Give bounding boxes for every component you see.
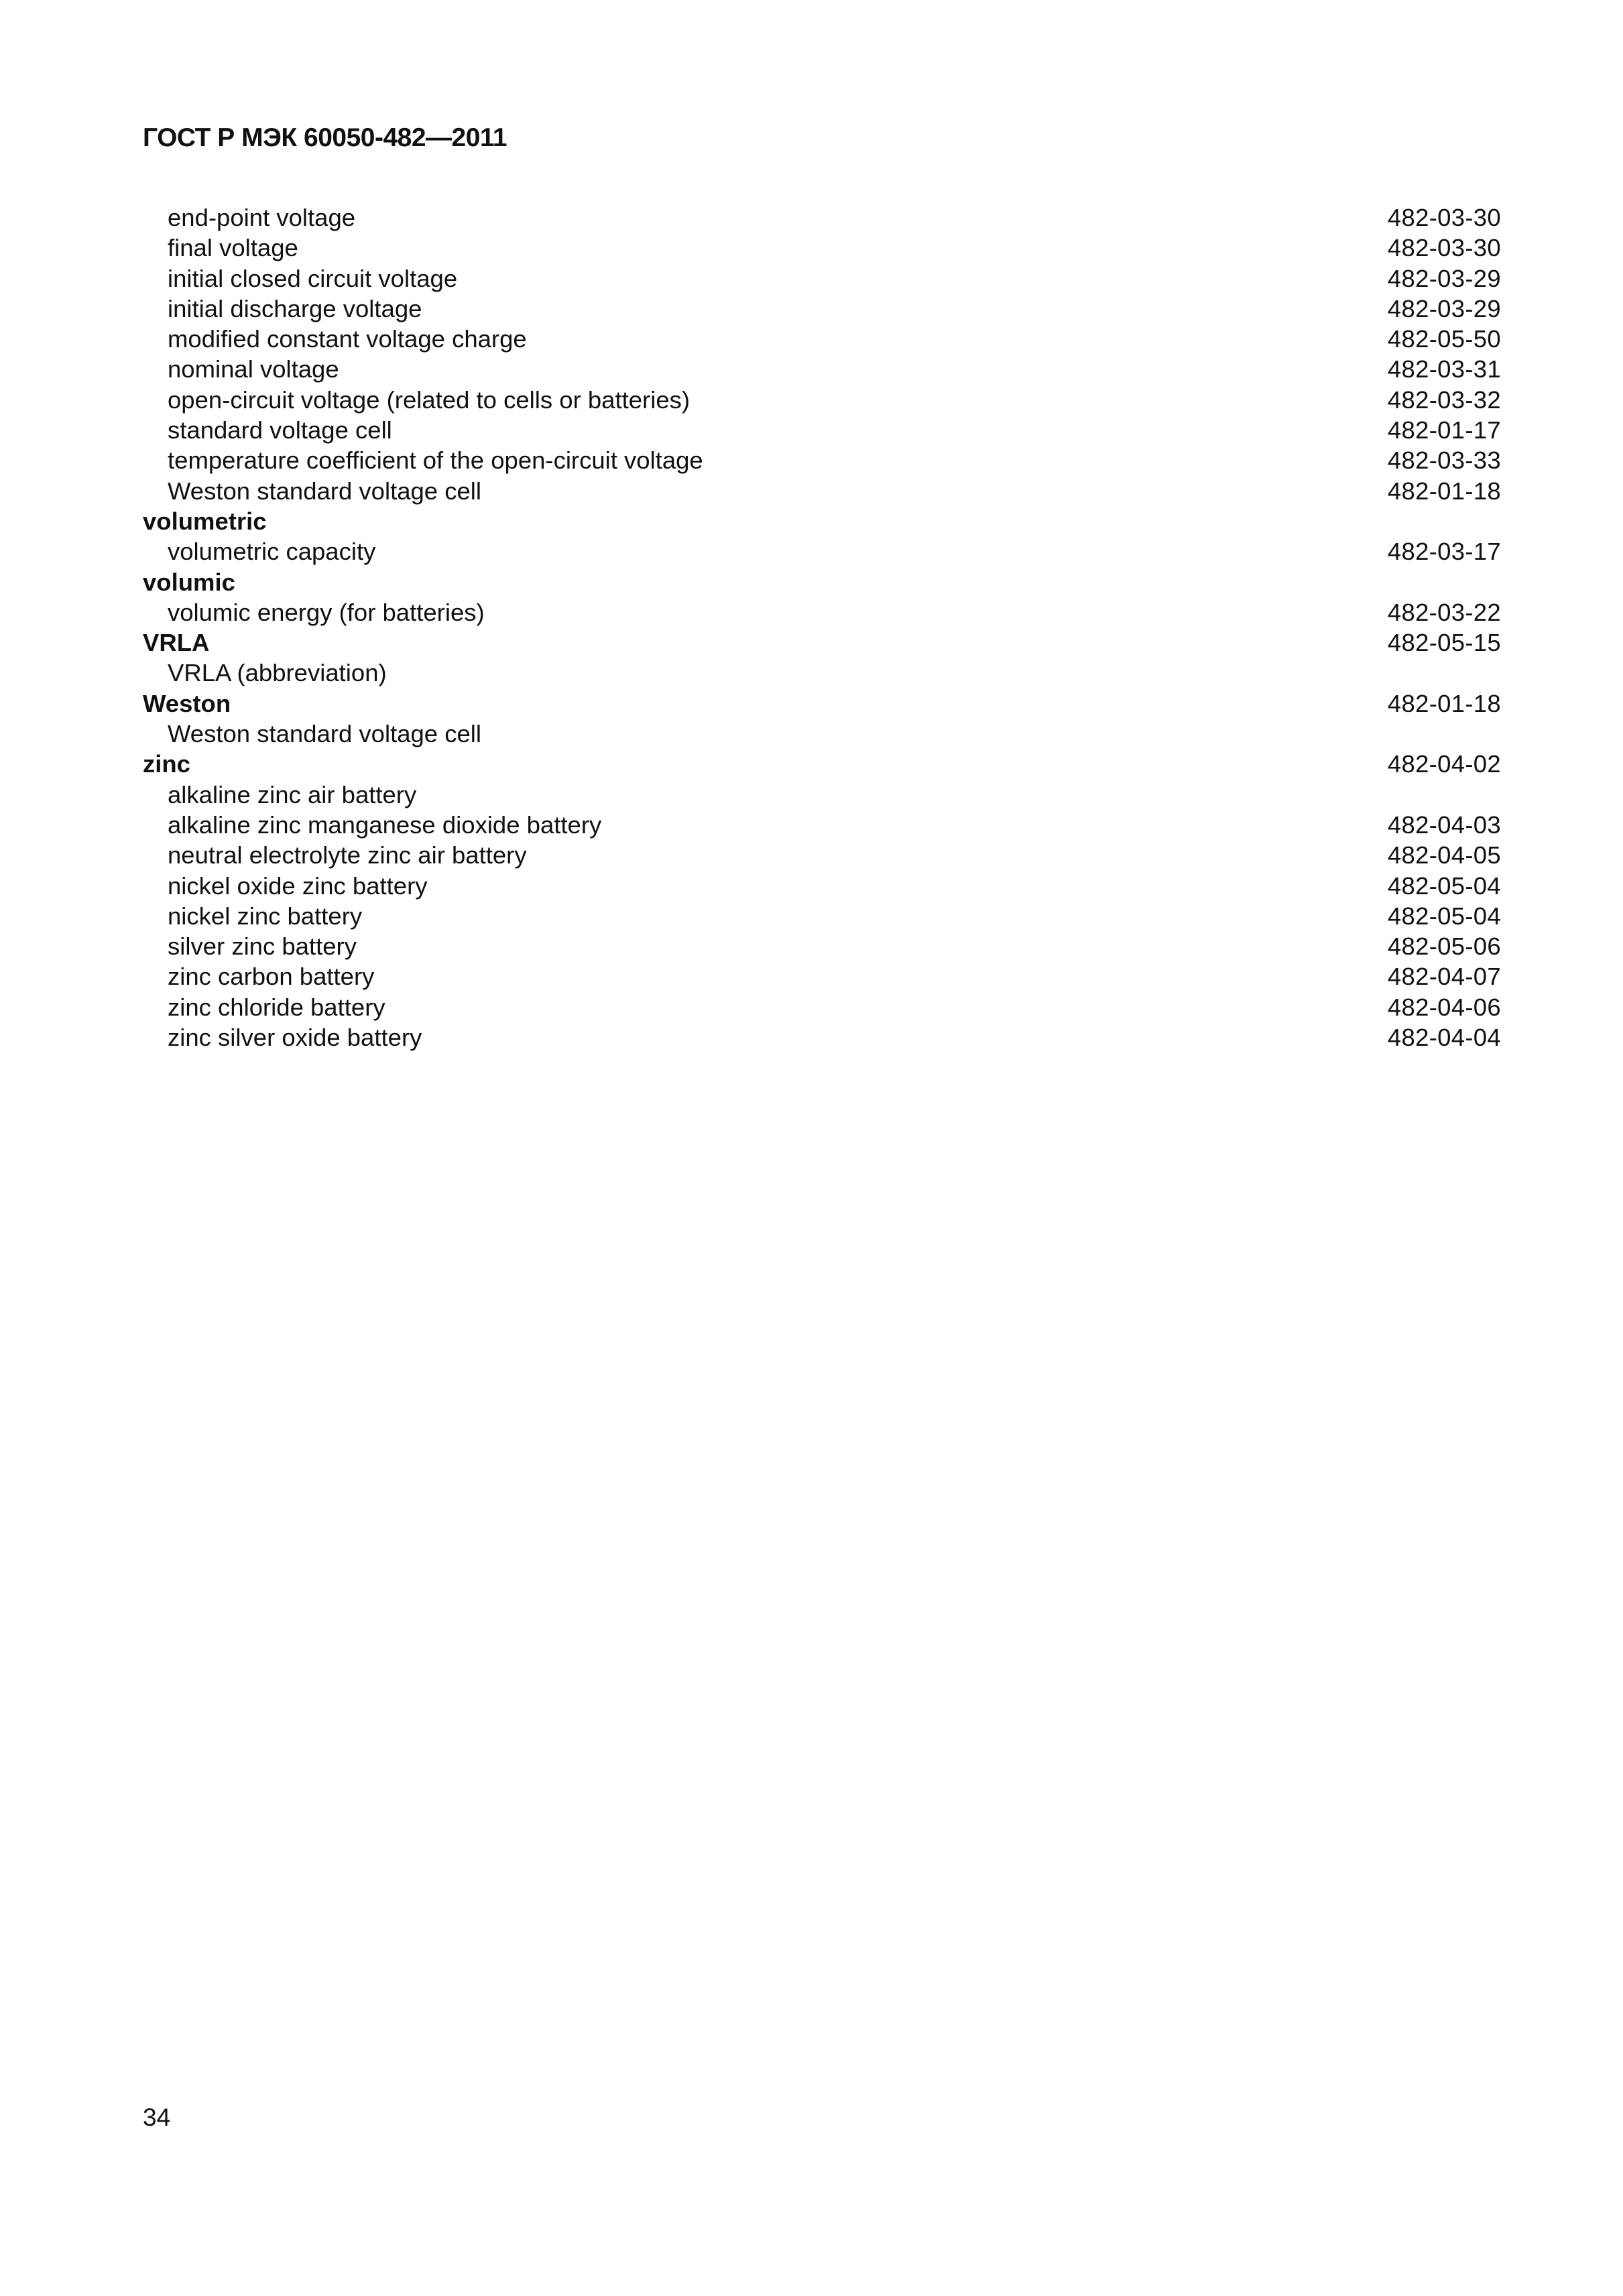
term-reference-code: 482-05-04: [1387, 902, 1501, 930]
index-term: initial discharge voltage: [168, 294, 422, 322]
index-term: volumic energy (for batteries): [168, 598, 485, 626]
term-reference-code: 482-04-03: [1387, 810, 1501, 839]
index-term-row: [143, 385, 1501, 415]
index-keyword: volumetric: [143, 507, 267, 535]
term-reference-code: 482-03-30: [1387, 234, 1501, 262]
index-term: alkaline zinc air battery: [168, 780, 417, 808]
index-keyword-row: [143, 688, 1501, 719]
index-keyword-row: [143, 627, 1501, 658]
index-term-row: [143, 233, 1501, 263]
term-reference-code: 482-03-31: [1387, 355, 1501, 383]
term-reference-code: 482-04-05: [1387, 841, 1501, 869]
term-reference-code: 482-01-18: [1387, 477, 1501, 505]
index-term-row: [143, 780, 1501, 810]
index-term-row: [143, 415, 1501, 445]
index-term-row: [143, 597, 1501, 627]
index-term-row: [143, 719, 1501, 749]
term-reference-code: 482-03-33: [1387, 446, 1501, 475]
term-reference-code: 482-05-06: [1387, 932, 1501, 961]
term-reference-code: 482-04-06: [1387, 993, 1501, 1021]
term-reference-code: 482-01-17: [1387, 416, 1501, 444]
index-term: zinc chloride battery: [168, 993, 385, 1021]
index-term: open-circuit voltage (related to cells or batteries): [168, 385, 690, 414]
term-reference-code: 482-03-32: [1387, 385, 1501, 414]
index-term: modified constant voltage charge: [168, 325, 527, 353]
standard-title: ГОСТ Р МЭК 60050-482—2011: [143, 123, 507, 152]
index-term-row: [143, 476, 1501, 506]
index-keyword: Weston: [143, 689, 231, 717]
index-term: neutral electrolyte zinc air battery: [168, 841, 527, 869]
term-reference-code: 482-05-50: [1387, 325, 1501, 353]
index-term-row: [143, 961, 1501, 991]
index-term: nickel zinc battery: [168, 902, 363, 930]
term-reference-code: 482-03-22: [1387, 598, 1501, 626]
index-term: zinc silver oxide battery: [168, 1024, 422, 1052]
term-reference-code: 482-03-30: [1387, 204, 1501, 231]
index-term: silver zinc battery: [168, 932, 357, 961]
index-term: initial closed circuit voltage: [168, 264, 458, 292]
index-term-row: [143, 324, 1501, 354]
index-term-row: [143, 445, 1501, 475]
index-term: Weston standard voltage cell: [168, 720, 482, 748]
index-term-row: [143, 1022, 1501, 1052]
index-keyword-row: [143, 506, 1501, 536]
index-keyword: VRLA: [143, 629, 210, 657]
term-reference-code: 482-04-07: [1387, 963, 1501, 991]
index-term-row: [143, 354, 1501, 384]
index-term-row: [143, 901, 1501, 931]
term-reference-code: 482-03-17: [1387, 538, 1501, 566]
index-term: nominal voltage: [168, 355, 339, 383]
term-reference-code: 482-01-18: [1387, 689, 1501, 717]
index-term-row: [143, 871, 1501, 901]
index-term-row: [143, 536, 1501, 566]
index-term: VRLA (abbreviation): [168, 659, 387, 687]
index-term-row: [143, 840, 1501, 870]
index-term-row: [143, 658, 1501, 688]
index-term-row: [143, 931, 1501, 961]
page-number: 34: [143, 2104, 171, 2131]
term-reference-code: 482-05-15: [1387, 629, 1501, 657]
index-keyword: zinc: [143, 750, 190, 778]
index-term-row: [143, 810, 1501, 840]
index-term: final voltage: [168, 234, 298, 262]
term-reference-code: 482-04-04: [1387, 1024, 1501, 1052]
index-term-row: [143, 294, 1501, 324]
index-keyword-row: [143, 567, 1501, 597]
index-term: nickel oxide zinc battery: [168, 871, 428, 900]
term-reference-code: 482-03-29: [1387, 264, 1501, 292]
term-reference-code: 482-04-02: [1387, 750, 1501, 778]
index-term-row: [143, 202, 1501, 233]
index-keyword: volumic: [143, 568, 235, 596]
index-term: end-point voltage: [168, 204, 356, 231]
index-term: Weston standard voltage cell: [168, 477, 482, 505]
index-keyword-row: [143, 749, 1501, 779]
document-header: [143, 123, 507, 153]
index-term: zinc carbon battery: [168, 963, 375, 991]
term-index-list: [143, 202, 1501, 1052]
index-term: standard voltage cell: [168, 416, 392, 444]
index-term-row: [143, 263, 1501, 294]
index-term: temperature coefficient of the open-circuit voltage: [168, 446, 703, 475]
index-term: volumetric capacity: [168, 538, 376, 566]
term-reference-code: 482-05-04: [1387, 871, 1501, 900]
index-term-row: [143, 992, 1501, 1022]
index-term: alkaline zinc manganese dioxide battery: [168, 810, 602, 839]
term-reference-code: 482-03-29: [1387, 294, 1501, 322]
